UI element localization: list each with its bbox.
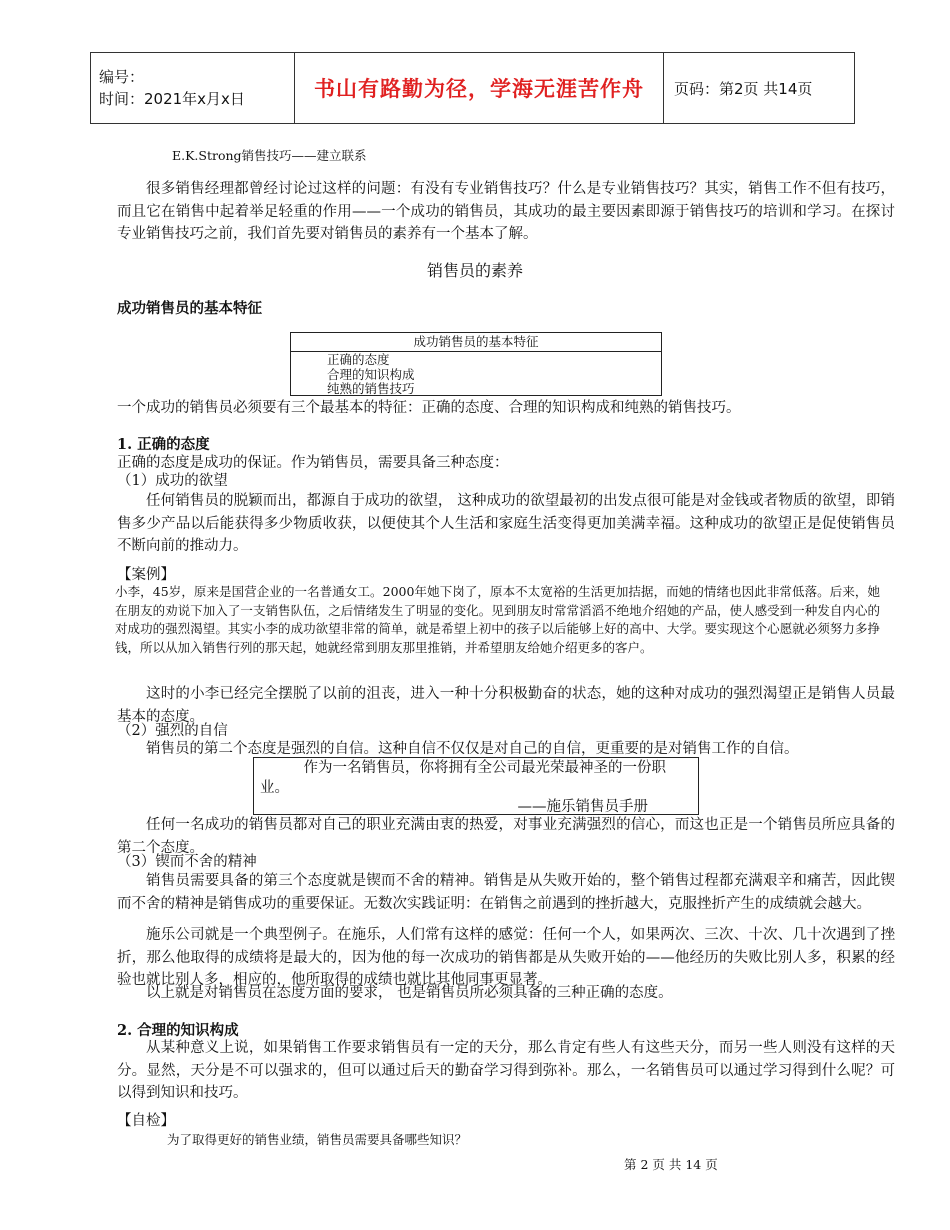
case-after: 这时的小李已经完全摆脱了以前的沮丧，进入一种十分积极勤奋的状态，她的这种对成功的强烈渴望正是销售人员最基本的态度。 (117, 686, 895, 725)
feature-item: 纯熟的销售技巧 (327, 381, 415, 396)
self-check-text: 为了取得更好的销售业绩，销售员需要具备哪些知识？ (167, 1132, 468, 1147)
intro-paragraph: 很多销售经理都曾经讨论过这样的问题：有没有专业销售技巧？什么是专业销售技巧？其实，销售工作不但有技巧，而且它在销售中起着举足轻重的作用——一个成功的销售员，其成功的最主要因素即源于销售技巧的培训和学习。在探讨专业销售技巧之前，我们首先要对销售员的素养有一个基本了解。 (117, 181, 895, 242)
self-check-label: 【自检】 (117, 1113, 175, 1129)
s1-heading: 1. 正确的态度 (117, 436, 210, 453)
s1-sub2-after: 任何一名成功的销售员都对自己的职业充满由衷的热爱，对事业充满强烈的信心，而这也正是一个销售员所应具备的第二个态度。 (117, 817, 895, 856)
header-number-label: 编号： (99, 68, 145, 86)
feature-box-title: 成功销售员的基本特征 (291, 333, 661, 352)
doc-title: E.K.Strong销售技巧——建立联系 (172, 148, 367, 163)
quote-source: ——施乐销售员手册 (517, 799, 648, 815)
page-footer: 第 2 页 共 14 页 (624, 1157, 718, 1172)
s1-sub1-text: 任何销售员的脱颖而出，都源自于成功的欲望， 这种成功的欲望最初的出发点很可能是对金钱或者物质的欲望，即销售多少产品以后能获得多少物质收获，以便使其个人生活和家庭生活变得更加美满幸福。这种成功的欲望正是促使销售员不断向前的推动力。 (117, 493, 895, 554)
page-header (90, 52, 855, 124)
s1-sub2: （2）强烈的自信 (117, 723, 228, 739)
s1-sub3-example: 施乐公司就是一个典型例子。在施乐，人们常有这样的感觉：任何一个人，如果两次、三次、十次、几十次遇到了挫折，那么他取得的成绩将是最大的，因为他的每一次成功的销售都是从失败开始的——他经历的失败比别人多，积累的经验也就比别人多，相应的，他所取得的成绩也就比其他同事更显著。 (117, 927, 895, 988)
subsection-title: 成功销售员的基本特征 (117, 300, 262, 317)
s1-intro: 正确的态度是成功的保证。作为销售员，需要具备三种态度： (117, 455, 509, 471)
quote-text: 作为一名销售员，你将拥有全公司最光荣最神圣的一份职业。 (260, 760, 666, 796)
header-meta (91, 53, 295, 124)
feature-item: 正确的态度 (327, 352, 390, 367)
s2-text: 从某种意义上说，如果销售工作要求销售员有一定的天分，那么肯定有些人有这些天分，而另一些人则没有这样的天分。显然，天分是不可以强求的，但可以通过后天的勤奋学习得到弥补。那么，一名销售员可以通过学习得到什么呢？可以得到知识和技巧。 (117, 1040, 895, 1101)
s2-heading: 2. 合理的知识构成 (117, 1022, 239, 1039)
header-page-info: 页码：第2页 共14页 (664, 53, 855, 124)
quote-box (253, 757, 699, 815)
header-motto: 书山有路勤为径，学海无涯苦作舟 (295, 53, 664, 124)
feature-box (290, 332, 662, 396)
s1-sub1: （1）成功的欲望 (117, 473, 228, 489)
case-label: 【案例】 (117, 567, 175, 583)
s1-sub2-text: 销售员的第二个态度是强烈的自信。这种自信不仅仅是对自己的自信，更重要的是对销售工作的自信。 (146, 741, 799, 757)
s1-sub3-text: 销售员需要具备的第三个态度就是锲而不舍的精神。销售是从失败开始的，整个销售过程都充满艰辛和痛苦，因此锲而不舍的精神是销售成功的重要保证。无数次实践证明：在销售之前遇到的挫折越大，克服挫折产生的成绩就会越大。 (117, 873, 895, 912)
case-text: 小李，45岁，原来是国营企业的一名普通女工。2000年她下岗了，原本不太宽裕的生活更加拮据，而她的情绪也因此非常低落。后来，她在朋友的劝说下加入了一支销售队伍，之后情绪发生了明显的变化。见到朋友时常常滔滔不绝地介绍她的产品，使人感受到一种发自内心的对成功的强烈渴望。其实小李的成功欲望非常的简单，就是希望上初中的孩子以后能够上好的高中、大学。要实现这个心愿就必须努力多挣钱，所以从加入销售行列的那天起，她就经常到朋友那里推销，并希望朋友给她介绍更多的客户。 (115, 584, 880, 655)
s1-sub3: （3）锲而不舍的精神 (117, 854, 257, 870)
header-time-label: 时间：2021年x月x日 (99, 90, 245, 108)
feature-item: 合理的知识构成 (327, 366, 415, 382)
feature-summary: 一个成功的销售员必须要有三个最基本的特征：正确的态度、合理的知识构成和纯熟的销售技巧。 (117, 400, 741, 416)
section-title: 销售员的素养 (426, 261, 523, 280)
s1-sub3-summary: 以上就是对销售员在态度方面的要求， 也是销售员所必须具备的三种正确的态度。 (146, 985, 673, 1001)
